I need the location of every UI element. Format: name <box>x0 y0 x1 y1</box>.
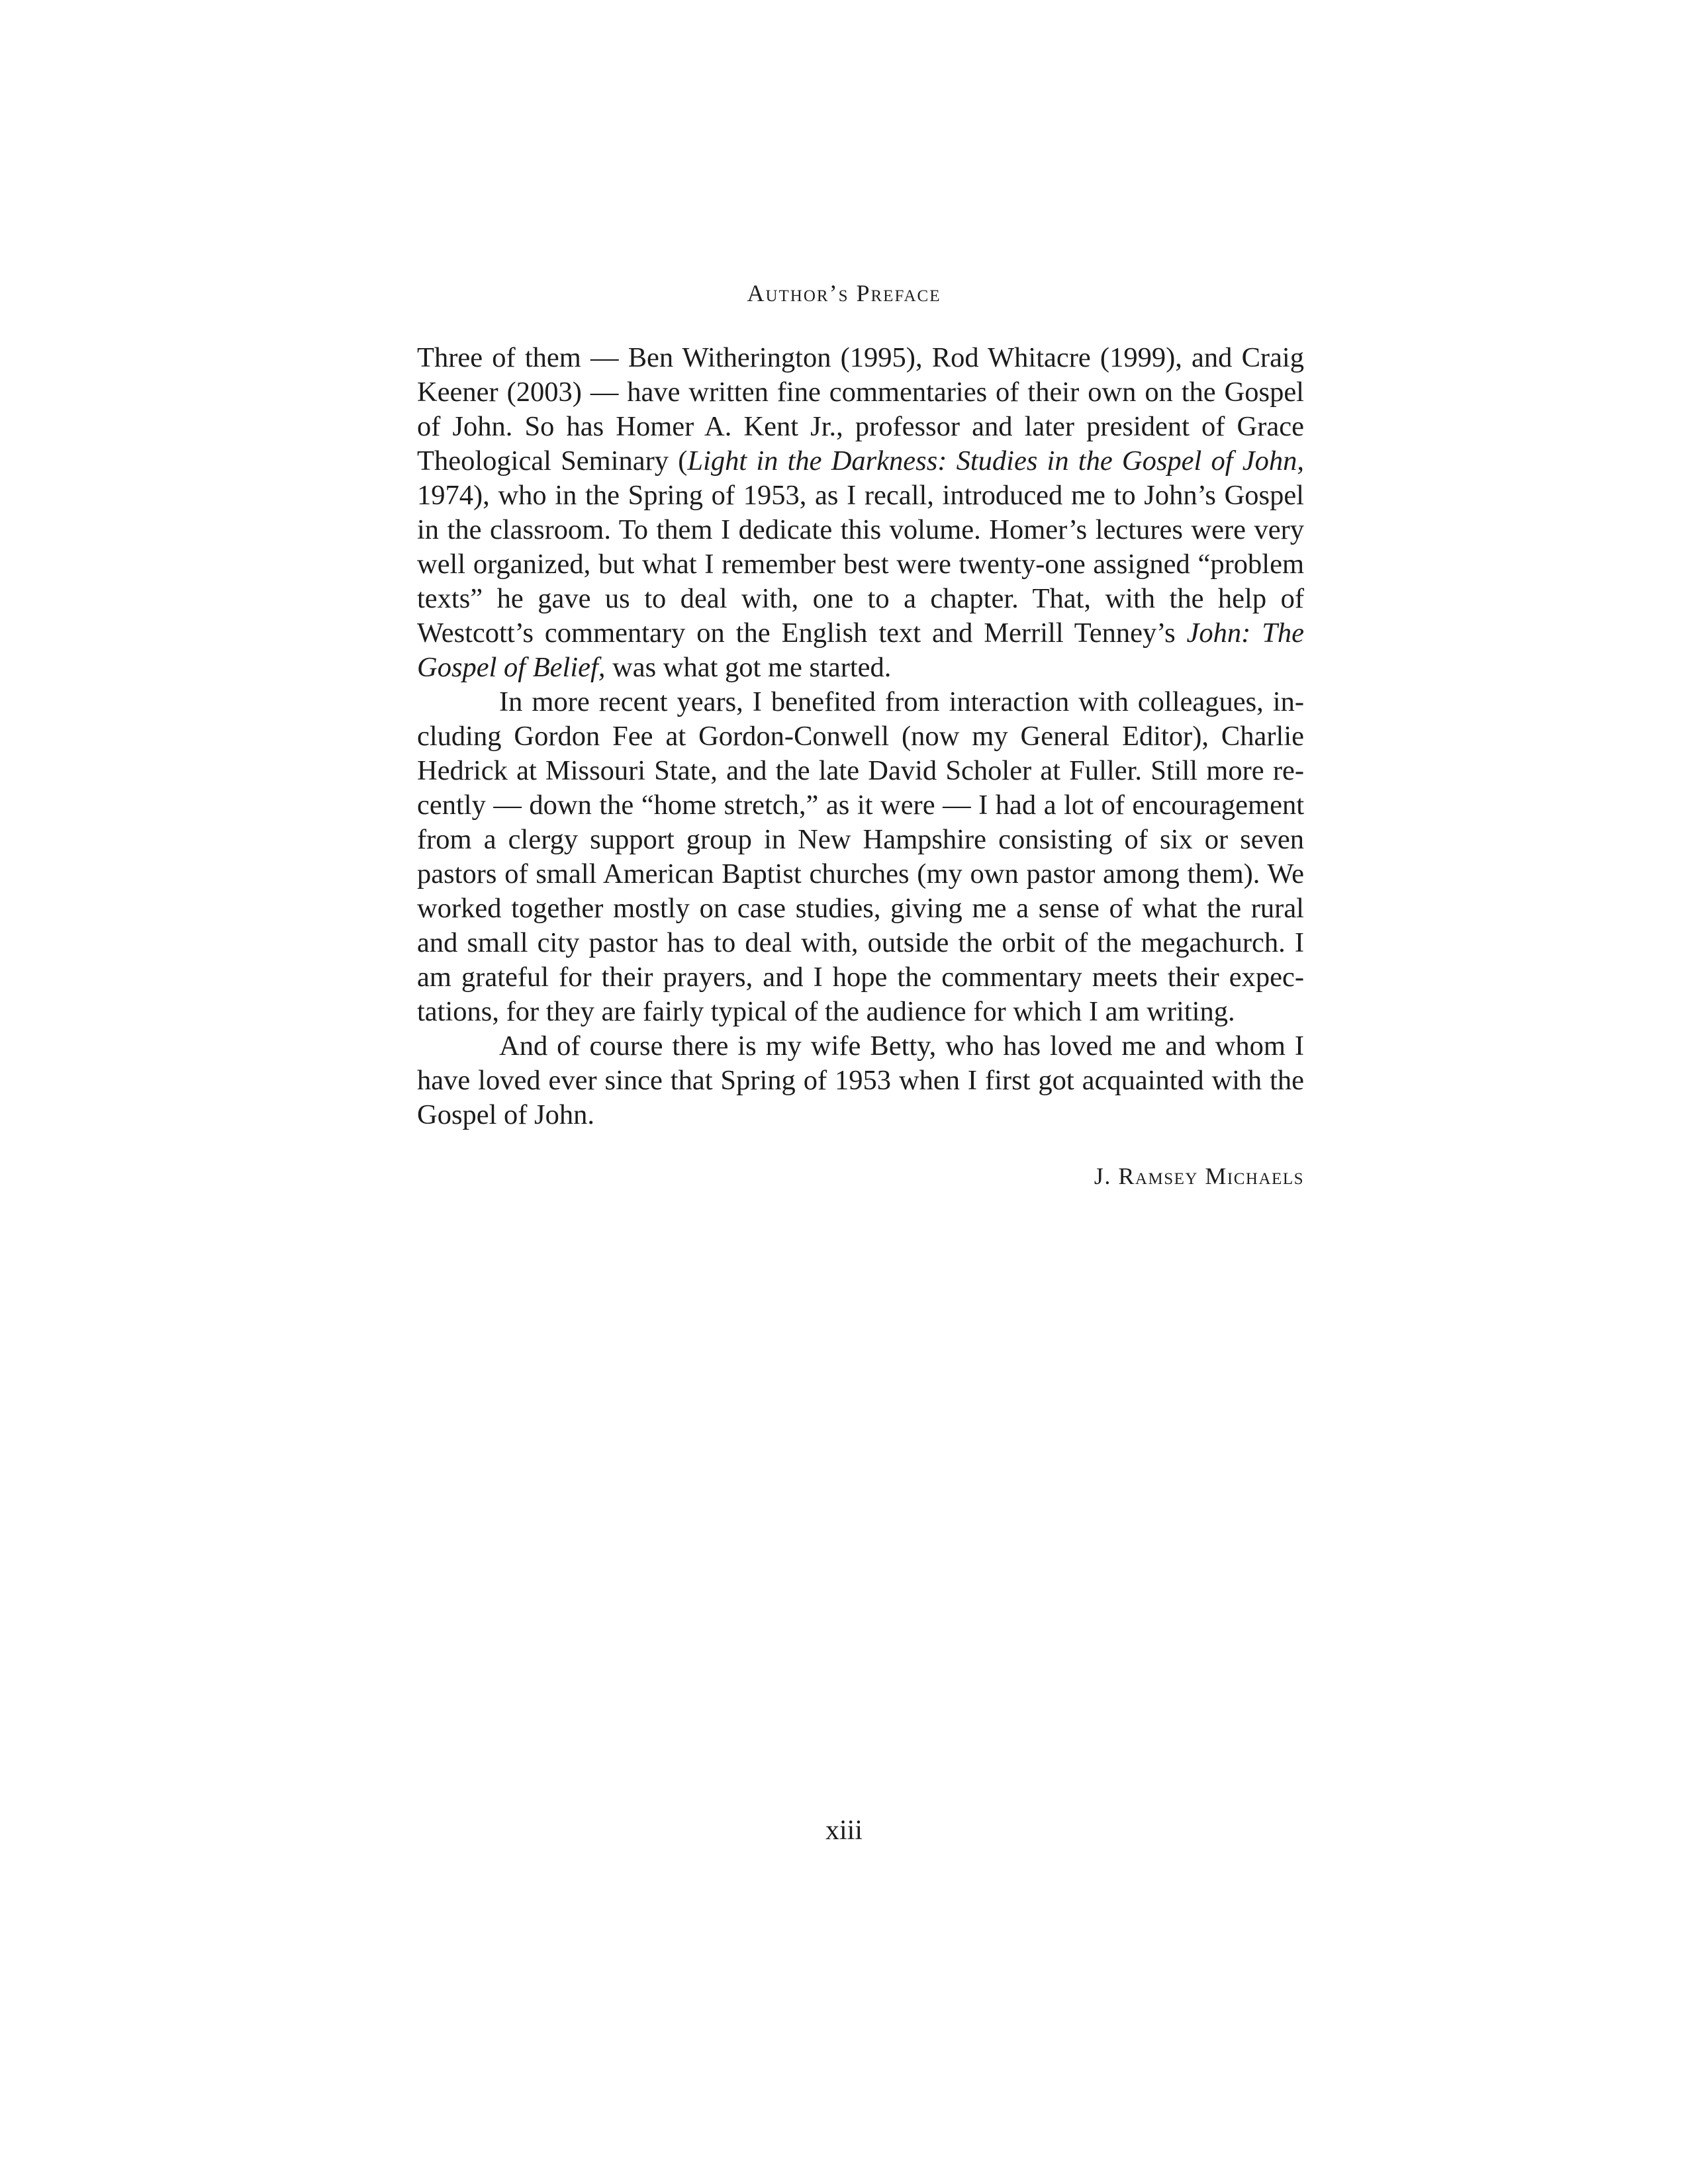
paragraph-1-segment: was what got me started. <box>605 652 892 683</box>
book-title-gospel-of-belief: John: The Gospel of Belief, <box>417 617 1304 683</box>
page-number: xiii <box>825 1815 863 1846</box>
running-head: Author’s Preface <box>747 280 941 306</box>
paragraph-1-segment: Three of them — Ben Witherington (1995), Rod Whitacre (1999), and Craig Keener (2003) — have written fine commentaries of their own on the Gospel of John. So has Homer A. Kent Jr., professor and later president of Grace Theological Seminary ( <box>417 342 1304 477</box>
paragraph-2-segment: In more recent years, I benefited from interaction with colleagues, including Gordon Fee at Gordon-Conwell (now my General Editor), Charlie Hedrick at Missouri State, and the late David Scholer at Fuller. Still more recently — down the “home stretch,” as it were — I had a lot of encouragement from a clergy support group in New Hampshire consisting of six or seven pastors of small American Baptist churches (my own pastor among them). We worked together mostly on case studies, giving me a sense of what the rural and small city pastor has to deal with, outside the orbit of the megachurch. I am grateful for their prayers, and I hope the commentary meets their expectations, for they are fairly typical of the audience for which I am writing. <box>417 686 1304 1027</box>
paragraph-3 <box>417 1029 1304 1132</box>
author-signature: J. Ramsey Michaels <box>1094 1163 1304 1189</box>
paragraph-3-segment: And of course there is my wife Betty, who has loved me and whom I have loved ever since that Spring of 1953 when I first got acquainted with the Gospel of John. <box>417 1030 1304 1130</box>
book-title-light-in-the-darkness: Light in the Darkness: Studies in the Gospel of John, <box>687 445 1305 477</box>
body-text <box>417 341 1304 1132</box>
paragraph-1 <box>417 341 1304 685</box>
paragraph-2 <box>417 685 1304 1029</box>
paragraph-1-segment: 1974), who in the Spring of 1953, as I recall, introduced me to John’s Gospel in the classroom. To them I dedicate this volume. Homer’s lectures were very well organized, but what I remember best were twenty-one assigned “problem texts” he gave us to deal with, one to a chapter. That, with the help of Westcott’s commentary on the English text and Merrill Tenney’s <box>417 480 1304 649</box>
